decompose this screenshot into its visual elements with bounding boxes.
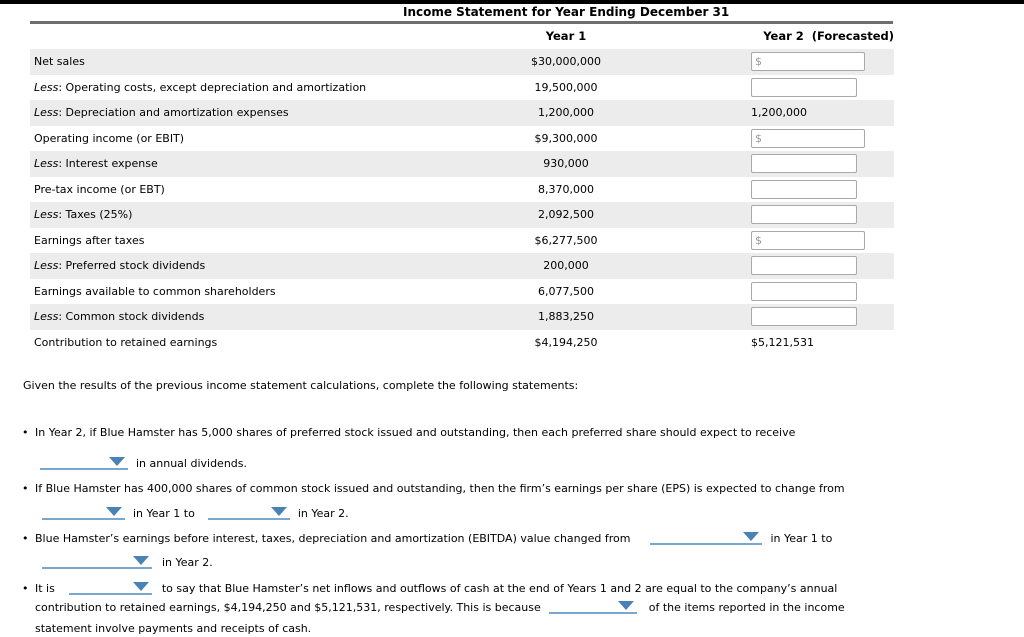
- year1-value: 19,500,000: [534, 80, 598, 94]
- statement-line: [35, 455, 247, 471]
- statement-line: [22, 530, 832, 546]
- statement-line: [22, 482, 845, 496]
- table-row: [30, 126, 894, 152]
- row-label: Earnings available to common shareholders: [34, 284, 276, 298]
- row-label: Less: Common stock dividends: [34, 310, 205, 324]
- year2-cell: [702, 52, 894, 71]
- year2-input-row4[interactable]: [751, 129, 865, 148]
- year2-value: $5,121,531: [751, 335, 814, 349]
- top-border-bar: [0, 0, 1024, 4]
- statement-line: [22, 426, 795, 440]
- chevron-down-icon: [109, 457, 125, 466]
- year2-cell: [702, 307, 894, 326]
- table-row: [30, 49, 894, 75]
- year2-cell: [702, 336, 894, 349]
- table-row: [30, 279, 894, 305]
- column-header-year2: Year 2 (Forecasted): [763, 29, 894, 43]
- row-label: Less: Interest expense: [34, 157, 158, 171]
- row-label: Less: Depreciation and amortization expenses: [34, 106, 289, 120]
- chevron-down-icon: [133, 582, 149, 591]
- title-rule: [30, 21, 893, 24]
- answer-dropdown-b3-1[interactable]: [42, 557, 152, 569]
- table-row: [30, 177, 894, 203]
- statement-text: in Year 1 to: [770, 532, 833, 545]
- row-label: Operating income (or EBIT): [34, 131, 185, 145]
- year2-cell: [702, 231, 894, 250]
- statement-line: [35, 622, 311, 636]
- statement-title: Income Statement for Year Ending December 31: [403, 5, 730, 19]
- year1-value: 930,000: [543, 157, 589, 171]
- statement-text: in Year 1 to: [133, 507, 195, 520]
- year2-value: 1,200,000: [751, 106, 807, 120]
- chevron-down-icon: [106, 507, 122, 516]
- year2-cell: [702, 154, 894, 173]
- chevron-down-icon: [271, 507, 287, 516]
- year2-input-row1[interactable]: [751, 52, 865, 71]
- year2-input-row6[interactable]: [751, 180, 857, 199]
- year2-cell: [702, 78, 894, 97]
- year1-value: $6,277,500: [534, 233, 598, 247]
- statement-line: [35, 505, 349, 521]
- answer-dropdown-b4-1[interactable]: [549, 602, 637, 614]
- chevron-down-icon: [618, 601, 634, 610]
- statement-text: in Year 2.: [297, 507, 349, 520]
- year2-input-row11[interactable]: [751, 307, 857, 326]
- statement-text: contribution to retained earnings, $4,194,250 and $5,121,531, respectively. This is because: [35, 601, 541, 614]
- year2-input-row2[interactable]: [751, 78, 857, 97]
- statement-text: in annual dividends.: [136, 457, 248, 470]
- year2-input-row7[interactable]: [751, 205, 857, 224]
- year2-cell: [702, 282, 894, 301]
- statement-line: [22, 580, 837, 596]
- table-row: [30, 202, 894, 228]
- bullet-icon: •: [22, 582, 29, 595]
- table-row: [30, 75, 894, 101]
- instruction-text: Given the results of the previous income statement calculations, complete the following statements:: [23, 379, 579, 392]
- year1-value: 2,092,500: [538, 208, 594, 222]
- income-statement-table: [30, 49, 894, 355]
- table-row: [30, 253, 894, 279]
- bullet-icon: •: [22, 482, 29, 495]
- answer-dropdown-b1-1[interactable]: [40, 458, 128, 470]
- bullet-icon: •: [22, 532, 29, 545]
- year2-cell: [702, 106, 894, 119]
- year1-value: $9,300,000: [534, 131, 598, 145]
- row-label: Less: Taxes (25%): [34, 208, 133, 222]
- year1-value: 200,000: [543, 259, 589, 273]
- year2-cell: [702, 129, 894, 148]
- statement-text: to say that Blue Hamster’s net inflows and outflows of cash at the end of Years 1 and 2 are equal to the company’s annual: [161, 582, 838, 595]
- table-row: [30, 100, 894, 126]
- answer-dropdown-b2-1[interactable]: [42, 508, 125, 520]
- statement-text: In Year 2, if Blue Hamster has 5,000 shares of preferred stock issued and outstanding, then each preferred share should expect to receive: [35, 426, 796, 439]
- statement-text: statement involve payments and receipts of cash.: [35, 622, 312, 635]
- year2-input-row5[interactable]: [751, 154, 857, 173]
- year1-value: $4,194,250: [534, 335, 598, 349]
- row-label: Earnings after taxes: [34, 233, 145, 247]
- row-label: Net sales: [34, 55, 85, 69]
- statement-text: in Year 2.: [162, 556, 213, 569]
- table-row: [30, 151, 894, 177]
- year2-input-row9[interactable]: [751, 256, 857, 275]
- statement-line: [35, 599, 845, 615]
- chevron-down-icon: [743, 532, 759, 541]
- table-row: [30, 330, 894, 356]
- answer-dropdown-b3-1[interactable]: [650, 533, 762, 545]
- year1-value: 1,883,250: [538, 310, 594, 324]
- row-label: Pre-tax income (or EBT): [34, 182, 165, 196]
- year2-cell: [702, 256, 894, 275]
- year1-value: 1,200,000: [538, 106, 594, 120]
- statement-text: It is: [35, 582, 55, 595]
- bullet-icon: •: [22, 426, 29, 439]
- table-row: [30, 304, 894, 330]
- answer-dropdown-b2-2[interactable]: [208, 508, 290, 520]
- year1-value: 8,370,000: [538, 182, 594, 196]
- statement-text: Blue Hamster’s earnings before interest, taxes, depreciation and amortization (EBITDA) value changed from: [35, 532, 631, 545]
- year2-input-row8[interactable]: [751, 231, 865, 250]
- year2-cell: [702, 180, 894, 199]
- year1-value: $30,000,000: [531, 55, 601, 69]
- year1-value: 6,077,500: [538, 284, 594, 298]
- row-label: Contribution to retained earnings: [34, 335, 218, 349]
- statement-text: If Blue Hamster has 400,000 shares of common stock issued and outstanding, then the firm’s earnings per share (EPS) is expected to change from: [35, 482, 845, 495]
- year2-input-row10[interactable]: [751, 282, 857, 301]
- table-row: [30, 228, 894, 254]
- row-label: Less: Operating costs, except depreciation and amortization: [34, 80, 367, 94]
- answer-dropdown-b4-1[interactable]: [69, 583, 152, 595]
- year2-cell: [702, 205, 894, 224]
- statement-text: of the items reported in the income: [648, 601, 845, 614]
- row-label: Less: Preferred stock dividends: [34, 259, 206, 273]
- statement-line: [35, 554, 213, 570]
- chevron-down-icon: [133, 556, 149, 565]
- column-header-year1: Year 1: [545, 29, 587, 43]
